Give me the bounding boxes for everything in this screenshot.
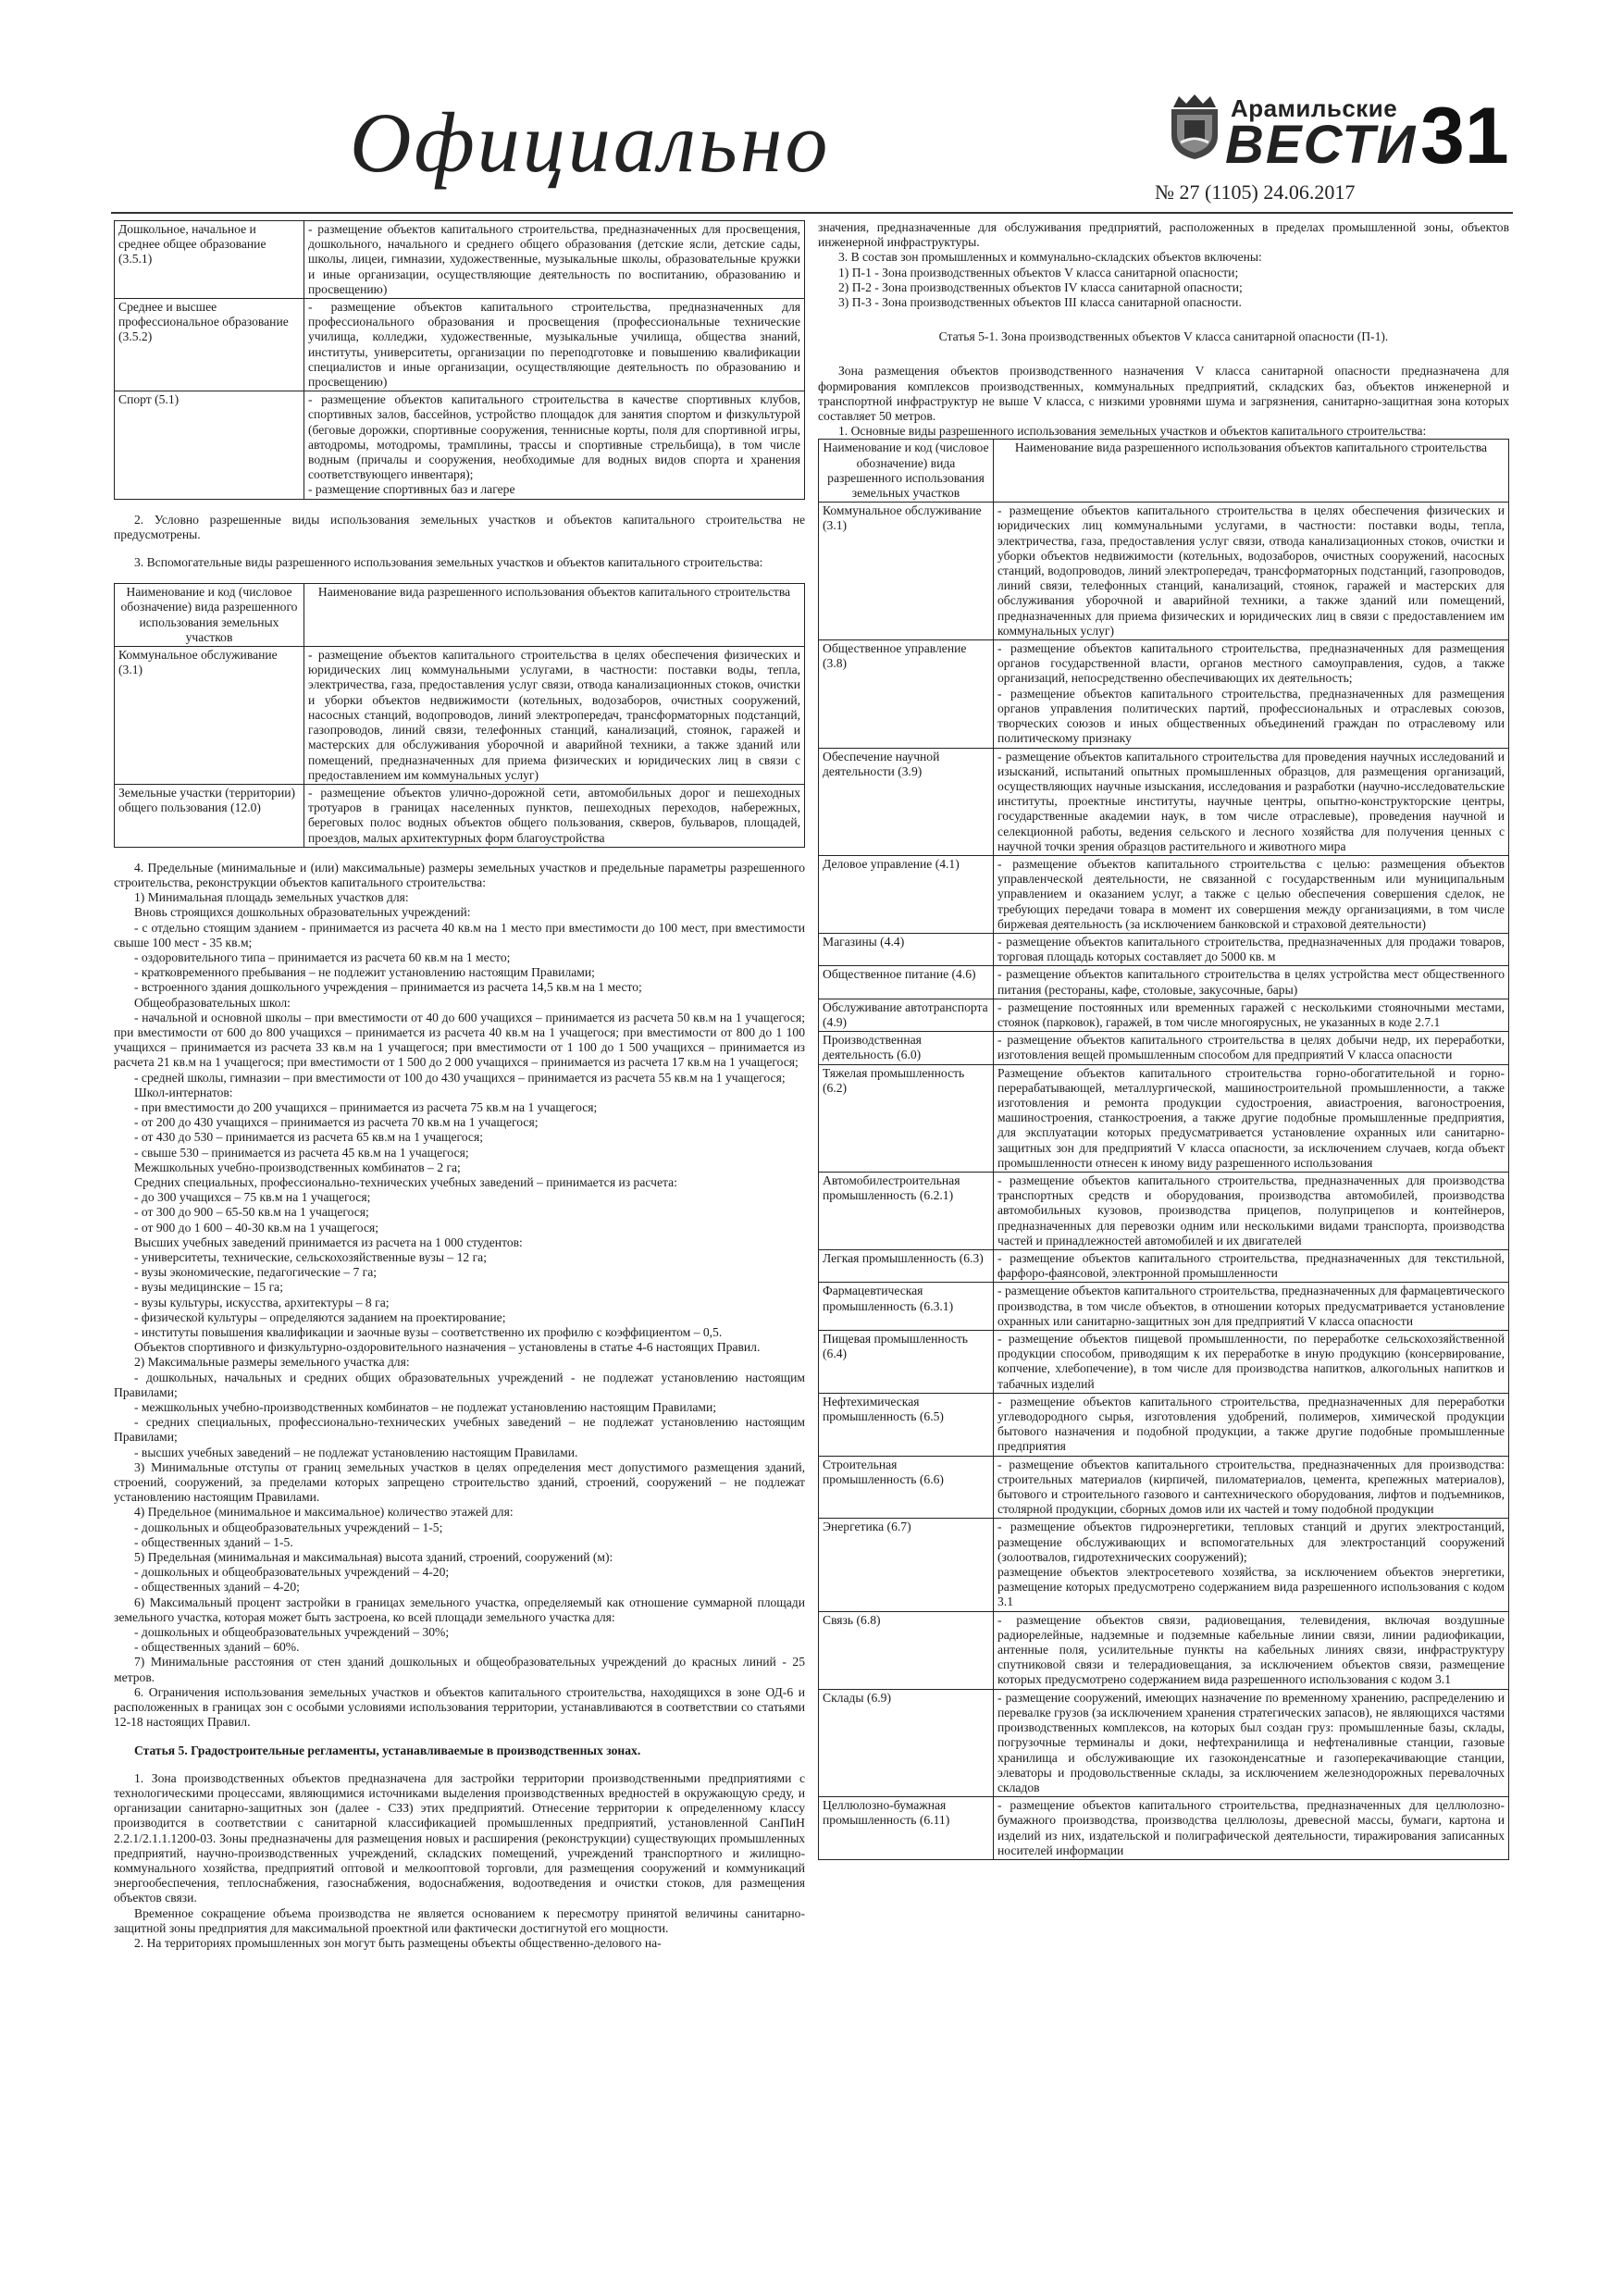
use-description-line: - размещение объектов капитального строительства, предназначенных для продажи товаров, торговая площадь которых составляет до 5000 кв. м [997, 934, 1505, 964]
paragraph: 1) Минимальная площадь земельных участков для: [134, 890, 409, 905]
paragraph: Высших учебных заведений принимается из расчета на 1 000 студентов: [134, 1235, 523, 1249]
table-row [819, 748, 1509, 855]
paragraph: Средних специальных, профессионально-технических учебных заведений – принимается из расчета: [134, 1174, 677, 1189]
use-category: Целлюлозно-бумажная промышленность (6.11) [819, 1797, 994, 1860]
paragraph: - университеты, технические, сельскохозяйственные вузы – 12 га; [134, 1250, 487, 1264]
paragraph: - общественных зданий – 60%. [134, 1640, 300, 1655]
zones-list [818, 220, 1509, 310]
paragraph: 6) Максимальный процент застройки в границах земельного участка, определяемый как отношение суммарной площади земельного участка, которая может быть застроена, ко всей площади земельного участка для: [114, 1595, 805, 1624]
use-category: Коммунальное обслуживание (3.1) [115, 647, 304, 785]
use-category: Магазины (4.4) [819, 933, 994, 965]
use-category: Земельные участки (территории) общего пользования (12.0) [115, 784, 304, 847]
paragraph: - дошкольных и общеобразовательных учреждений – 30%; [134, 1625, 450, 1640]
use-category: Энергетика (6.7) [819, 1519, 994, 1611]
paragraph: 7) Минимальные расстояния от стен зданий дошкольных и общеобразовательных учреждений до красных линий - 25 метров. [114, 1655, 805, 1684]
use-description-line: размещение объектов электросетевого хозяйства, за исключением объектов энергетики, размещение которых предусмотрено содержанием вида разрешенного использования с кодом 3.1 [997, 1565, 1505, 1609]
paragraph: - от 900 до 1 600 – 40-30 кв.м на 1 учащегося; [134, 1220, 379, 1235]
use-description-line: - размещение постоянных или временных гаражей с несколькими стояночными местами, стоянок (парковок), гаражей, в том числе многоярусных, не указанных в коде 2.7.1 [997, 999, 1505, 1029]
paragraph: Временное сокращение объема производства не является основанием к пересмотру принятой величины санитарно-защитной зоны предприятия для максимальной проектной или фактически достигнутой его мощности. [114, 1905, 805, 1935]
paragraph: 6. Ограничения использования земельных участков и объектов капитального строительства, находящихся в зоне ОД-6 и расположенных в границах зон с особыми условиями использования территории, устанавливаются в соответствии со статьями 12-18 настоящих Правил. [114, 1684, 805, 1730]
paragraph: 4. Предельные (минимальные и (или) максимальные) размеры земельных участков и предельные параметры разрешенного строительства, реконструкции объектов капитального строительства: [114, 860, 805, 889]
main-uses-paragraph: 1. Основные виды разрешенного использования земельных участков и объектов капитального строительства: [838, 424, 1427, 439]
paragraph: 4) Предельное (минимальное и максимальное) количество этажей для: [134, 1505, 514, 1520]
table-row [115, 221, 805, 299]
use-description-line: - размещение объектов капитального строительства, предназначенных для размещения органов государственной власти, органов местного самоуправления, судов, а также организаций, непосредственно обеспечивающих их деятельность; [997, 641, 1505, 686]
use-description-line: - размещение объектов капитального строительства в качестве спортивных клубов, спортивных залов, бассейнов, устройство площадок для занятия спортом и физкультурой (беговые дорожки, спортивные сооружения, теннисные корты, поля для спортивной игры, автодромы, мотодромы, трамплины, трассы и спортивные стрельбища), в том числе водным (причалы и сооружения, необходимые для водных видов спорта и хранения соответствующего инвентаря); [308, 392, 800, 482]
right-column [818, 220, 1509, 1860]
section-title: Официально [350, 95, 831, 190]
paragraph: - при вместимости до 200 учащихся – принимается из расчета 75 кв.м на 1 учащегося; [134, 1099, 598, 1114]
use-description-line: - размещение объектов пищевой промышленности, по переработке сельскохозяйственной продукции способом, приводящим к их переработке в иную продукцию (консервирование, копчение, хлебопечение), в том числе для производства напитков, алкогольных напитков и табачных изделий [997, 1332, 1505, 1391]
table-row [115, 299, 805, 391]
use-category: Строительная промышленность (6.6) [819, 1456, 994, 1519]
use-category: Производственная деятельность (6.0) [819, 1032, 994, 1064]
use-description-line: - размещение объектов капитального строительства, предназначенных для просвещения, дошкольного, начального и среднего общего образования (детские ясли, детские сады, школы, лицеи, гимназии, художественные, музыкальные школы, образовательные кружки и иные организации, осуществляющие деятельность по воспитанию, образованию и просвещению) [308, 222, 800, 296]
coat-of-arms-icon [1168, 91, 1221, 161]
use-description [994, 1393, 1509, 1456]
paragraph: Межшкольных учебно-производственных комбинатов – 2 га; [134, 1160, 461, 1174]
use-description [304, 299, 805, 391]
use-category: Спорт (5.1) [115, 391, 304, 499]
use-description-line: - размещение объектов связи, радиовещания, телевидения, включая воздушные радиорелейные, надземные и подземные кабельные линии связи, линии радиофикации, антенные поля, усилительные пункты на кабельных линиях связи, инфраструктуру спутниковой связи и телерадиовещания, за исключением объектов связи, размещение которых предусмотрено содержанием вида разрешенного использования с кодом 3.1 [997, 1612, 1505, 1687]
use-description-line: - размещение объектов капитального строительства с целью: размещения объектов управленческой деятельности, не связанной с государственным или муниципальным управлением и оказанием услуг, а также с целью обеспечения совершения сделок, не требующих передачи товара в момент их совершения между организациями, в том числе биржевая деятельность (за исключением банковской и страховой деятельности) [997, 856, 1505, 931]
use-description [994, 1611, 1509, 1689]
use-description [994, 748, 1509, 855]
table-row [819, 1519, 1509, 1611]
table-row [819, 1797, 1509, 1860]
use-description [994, 640, 1509, 748]
page-number: 31 [1420, 92, 1509, 180]
main-uses-table [818, 439, 1509, 1859]
use-category: Склады (6.9) [819, 1689, 994, 1796]
table-header-code: Наименование и код (числовое обозначение) вида разрешенного использования земельных участков [819, 440, 994, 503]
use-description-line: - размещение объектов капитального строительства, предназначенных для переработки углеводородного сырья, изготовления удобрений, полимеров, химической продукции бытового назначения и подобной продукции, а также другие подобные промышленные предприятия [997, 1394, 1505, 1454]
paragraph: - физической культуры – определяются заданием на проектирование; [134, 1309, 506, 1324]
table-row [819, 966, 1509, 999]
use-description-line: - размещение объектов капитального строительства, предназначенных для целлюлозно-бумажного производства, производства целлюлозы, древесной массы, бумаги, картона и изделий из них, издательской и полиграфической деятельности, тиражирования записанных носителей информации [997, 1798, 1505, 1857]
use-description-line: - размещение объектов капитального строительства для проведения научных исследований и изысканий, испытаний опытных промышленных образцов, для размещения организаций, осуществляющих научные изыскания, исследования и разработки (научно-исследовательские институты, проектные институты, научные центры, опытно-конструкторские центры, государственные академии наук, в том числе отраслевые), проведения научной и селекционной работы, ведения сельского и лесного хозяйства для получения ценных с научной точки зрения образцов растительного и животного мира [997, 749, 1505, 853]
use-description-line: - размещение объектов капитального строительства в целях добычи недр, их переработки, изготовления вещей промышленным способом для предприятий V класса опасности [997, 1033, 1505, 1062]
paragraph: - институты повышения квалификации и заочные вузы – соответственно их профилю с коэффициентом – 0,5. [134, 1325, 723, 1340]
conditional-uses-paragraph: 2. Условно разрешенные виды использования земельных участков и объектов капитального строительства не предусмотрены. [114, 512, 805, 541]
table-row [819, 640, 1509, 748]
paragraph: - высших учебных заведений – не подлежат установлению настоящим Правилами. [134, 1445, 578, 1459]
paragraph: - общественных зданий – 1-5. [134, 1534, 293, 1549]
education-table [114, 220, 805, 500]
zone-description: Зона размещения объектов производственного назначения V класса санитарной опасности предназначена для формирования комплексов производственных, коммунальных предприятий, складских баз, объектов инженерной и транспортной инфраструктур не выше V класса, с низкими уровнями шума и загрязнения, санитарно-защитная зона которых составляет 50 метров. [818, 364, 1509, 424]
use-category: Деловое управление (4.1) [819, 855, 994, 933]
use-description [994, 1797, 1509, 1860]
paragraph: 2. На территориях промышленных зон могут быть размещены объекты общественно-делового на- [134, 1935, 662, 1950]
use-description [994, 1250, 1509, 1283]
paragraph: - дошкольных, начальных и средних общих образовательных учреждений - не подлежат установлению настоящим Правилами; [114, 1370, 805, 1399]
paragraph: 2) П-2 - Зона производственных объектов IV класса санитарной опасности; [838, 279, 1243, 294]
paragraph: - вузы экономические, педагогические – 7 га; [134, 1265, 378, 1280]
paragraph: - встроенного здания дошкольного учреждения – принимается из расчета 14,5 кв.м на 1 место; [134, 980, 642, 995]
use-description [994, 1032, 1509, 1064]
use-category: Пищевая промышленность (6.4) [819, 1331, 994, 1394]
use-category: Нефтехимическая промышленность (6.5) [819, 1393, 994, 1456]
use-description [994, 933, 1509, 965]
paragraph: - от 430 до 530 – принимается из расчета 65 кв.м на 1 учащегося; [134, 1130, 483, 1145]
paragraph: значения, предназначенные для обслуживания предприятий, расположенных в пределах промышленной зоны, объектов инженерной инфраструктуры. [818, 220, 1509, 250]
paragraph: - дошкольных и общеобразовательных учреждений – 1-5; [134, 1520, 443, 1534]
table-row [819, 855, 1509, 933]
use-description-line: - размещение объектов улично-дорожной сети, автомобильных дорог и пешеходных тротуаров в границах населенных пунктов, пешеходных переходов, набережных, береговых полос водных объектов общего пользования, скверов, бульваров, площадей, проездов, малых архитектурных форм благоустройства [308, 785, 800, 845]
table-header-code: Наименование и код (числовое обозначение) вида разрешенного использования земельных участков [115, 584, 304, 647]
use-category: Среднее и высшее профессиональное образование (3.5.2) [115, 299, 304, 391]
auxiliary-uses-paragraph: 3. Вспомогательные виды разрешенного использования земельных участков и объектов капитального строительства: [134, 555, 763, 570]
use-description-line: - размещение объектов капитального строительства, предназначенных для профессионального образования и просвещения (профессиональные технические училища, колледжи, художественные, музыкальные училища, общества знаний, институты, университеты, организации по переподготовке и повышению квалификации специалистов и иные организации, осуществляющие деятельность по образованию и просвещению) [308, 300, 800, 390]
paragraph: - от 300 до 900 – 65-50 кв.м на 1 учащегося; [134, 1205, 369, 1220]
paragraph: 1) П-1 - Зона производственных объектов V класса санитарной опасности; [838, 265, 1239, 279]
table-row [819, 999, 1509, 1031]
paragraph: - общественных зданий – 4-20; [134, 1580, 300, 1595]
use-description [994, 1283, 1509, 1331]
paragraph: Вновь строящихся дошкольных образовательных учреждений: [134, 905, 471, 920]
use-description [304, 221, 805, 299]
brand-main: ВЕСТИ [1225, 115, 1418, 175]
use-description [994, 855, 1509, 933]
paragraph: - кратковременного пребывания – не подлежит установлению настоящим Правилами; [134, 965, 595, 980]
masthead [0, 0, 1623, 217]
paragraph: - межшкольных учебно-производственных комбинатов – не подлежат установлению настоящим Правилами; [134, 1400, 717, 1415]
paragraph: 5) Предельная (минимальная и максимальная) высота зданий, строений, сооружений (м): [134, 1550, 613, 1565]
article-5-heading: Статья 5. Градостроительные регламенты, устанавливаемые в производственных зонах. [134, 1743, 641, 1757]
table-row [819, 1250, 1509, 1283]
use-description-line: - размещение объектов капитального строительства, предназначенных для фармацевтического производства, в том числе объектов, в отношении которых предусматривается установление охранных или санитарно-защитных зон для предприятий V класса опасности [997, 1284, 1505, 1328]
use-description-line: Размещение объектов капитального строительства горно-обогатительной и горно-перерабатывающей, металлургической, машиностроительной промышленности, а также изготовления и ремонта продукции судостроения, авиастроения, вагоностроения, машиностроения, станкостроения, а также другие подобные промышленные предприятия, для эксплуатации которых предусматривается установление охранных или санитарно-защитных зон для предприятий V класса опасности, за исключением случаев, когда объект промышленности отнесен к иному виду разрешенного использования [997, 1065, 1505, 1170]
left-column [114, 220, 805, 1951]
table-row [819, 1032, 1509, 1064]
table-row [819, 1064, 1509, 1172]
use-description-line: - размещение объектов капитального строительства, предназначенных для размещения органов управления политических партий, профессиональных и отраслевых союзов, творческих союзов и иных общественных объединений граждан по отраслевому или политическому признаку [997, 686, 1505, 746]
use-description-line: - размещение объектов капитального строительства в целях устройства мест общественного питания (рестораны, кафе, столовые, закусочные, бары) [997, 967, 1505, 997]
paragraph: Школ-интернатов: [134, 1085, 233, 1099]
use-description-line: - размещение объектов капитального строительства, предназначенных для производства транспортных средств и оборудования, производства автомобилей, производства автомобильных кузовов, производства прицепов, полуприцепов и контейнеров, предназначенных для перевозки одним или несколькими видами транспорта, производства частей и принадлежностей автомобилей и их двигателей [997, 1173, 1505, 1247]
use-category: Обеспечение научной деятельности (3.9) [819, 748, 994, 855]
table-row [819, 1331, 1509, 1394]
table-row [819, 1611, 1509, 1689]
header-rule [111, 212, 1513, 214]
table-row [115, 784, 805, 847]
use-category: Общественное питание (4.6) [819, 966, 994, 999]
use-category: Коммунальное обслуживание (3.1) [819, 503, 994, 640]
table-row [115, 391, 805, 499]
use-category: Обслуживание автотранспорта (4.9) [819, 999, 994, 1031]
paragraph: 3. В состав зон промышленных и коммунально-складских объектов включены: [838, 250, 1262, 265]
paragraph: 3) П-3 - Зона производственных объектов III класса санитарной опасности. [838, 295, 1242, 310]
table-row [819, 933, 1509, 965]
use-description [304, 391, 805, 499]
table-row [819, 1172, 1509, 1249]
use-description [304, 647, 805, 785]
use-description-line: - размещение спортивных баз и лагере [308, 482, 515, 497]
use-description [994, 1519, 1509, 1611]
use-description [994, 1172, 1509, 1249]
use-description [994, 503, 1509, 640]
use-description [994, 1456, 1509, 1519]
use-description-line: - размещение объектов капитального строительства в целях обеспечения физических и юридических лиц коммунальными услугами, в частности: поставки воды, тепла, электричества, газа, предоставления услуг связи, отвода канализационных стоков, очистки и уборки объектов недвижимости (котельных, водозаборов, очистных сооружений, насосных станций, водопроводов, линий электропередач, трансформаторных подстанций, газопроводов, линий связи, телефонных станций, канализаций, стоянок, гаражей и мастерских для обслуживания уборочной и аварийной техники, а также зданий или помещений, предназначенных для приема физических и юридических лиц в связи с предоставлением им коммунальных услуг) [997, 503, 1505, 638]
use-category: Легкая промышленность (6.3) [819, 1250, 994, 1283]
use-description-line: - размещение объектов капитального строительства, предназначенных для текстильной, фарфоро-фаянсовой, электронной промышленности [997, 1251, 1505, 1281]
use-category: Фармацевтическая промышленность (6.3.1) [819, 1283, 994, 1331]
use-description [994, 1689, 1509, 1796]
brand-top: Арамильские [1231, 94, 1398, 122]
use-description [304, 784, 805, 847]
paragraph: - оздоровительного типа – принимается из расчета 60 кв.м на 1 место; [134, 949, 511, 964]
paragraph: 1. Зона производственных объектов предназначена для застройки территории производственными предприятиями с технологическими процессами, являющимися источниками выделения производственных вредностей в окружающую среду, и организации санитарно-защитных зон (далее - СЗЗ) этих предприятий. Отнесение территории к определенному классу производится в соответствии с санитарной классификацией промышленных предприятий, установленной СанПиН 2.2.1/2.1.1.1200-03. Зоны предназначены для размещения новых и расширения (реконструкции) существующих промышленных предприятий, научно-производственных учреждений, складских помещений, учреждений транспортного и жилищно-коммунального хозяйства, предприятий оптовой и мелкооптовой торговли, для размещения сооружений и коммуникаций энергообеспечения, теплоснабжения, газоснабжения, водоснабжения, водоотведения и очистки стоков, для размещения объектов связи. [114, 1770, 805, 1905]
use-description-line: - размещение объектов капитального строительства в целях обеспечения физических и юридических лиц коммунальными услугами, в частности: поставки воды, тепла, электричества, газа, предоставления услуг связи, отвода канализационных стоков, очистки и уборки объектов недвижимости (котельных, водозаборов, очистных сооружений, насосных станций, водопроводов, линий электропередач, трансформаторных подстанций, газопроводов, линий связи, телефонных станций, канализаций, стоянок, гаражей и мастерских для обслуживания уборочной и аварийной техники, а также зданий или помещений, предназначенных для приема физических и юридических лиц в связи с предоставлением им коммунальных услуг) [308, 648, 800, 782]
use-description-line: - размещение сооружений, имеющих назначение по временному хранению, распределению и перевалке грузов (за исключением хранения стратегических запасов), не являющихся частями производственных комплексов, на которых был создан груз: промышленные базы, склады, погрузочные терминалы и доки, нефтехранилища и нефтеналивные станции, газовые хранилища и обслуживающие их газоконденсатные и газоперекачивающие станции, элеваторы и продовольственные склады, за исключением железнодорожных перевалочных складов [997, 1690, 1505, 1794]
issue-number: № 27 (1105) 24.06.2017 [1155, 180, 1356, 204]
use-category: Связь (6.8) [819, 1611, 994, 1689]
use-description-line: - размещение объектов капитального строительства, предназначенных для производства: строительных материалов (кирпичей, пиломатериалов, цемента, крепежных материалов), бытового и строительного газового и сантехнического оборудования, лифтов и подъемников, столярной продукции, сборных домов или их частей и тому подобной продукции [997, 1457, 1505, 1517]
paragraph: - вузы медицинские – 15 га; [134, 1280, 283, 1295]
production-zones-text [114, 1771, 805, 1951]
paragraph: 3) Минимальные отступы от границ земельных участков в целях определения мест допустимого размещения зданий, строений, сооружений, за пределами которых запрещено строительство зданий, строений, сооружений – не подлежат установлению настоящим Правилами. [114, 1459, 805, 1505]
use-description [994, 999, 1509, 1031]
paragraph: Общеобразовательных школ: [134, 995, 291, 1010]
use-category: Автомобилестроительная промышленность (6.2.1) [819, 1172, 994, 1249]
paragraph: - до 300 учащихся – 75 кв.м на 1 учащегося; [134, 1190, 371, 1205]
paragraph: Объектов спортивного и физкультурно-оздоровительного назначения – установлены в статье 4-6 настоящих Правил. [134, 1340, 761, 1355]
use-description-line: - размещение объектов гидроэнергетики, тепловых станций и других электростанций, размещение обслуживающих и вспомогательных для электростанций сооружений (золоотвалов, гидротехнических сооружений); [997, 1520, 1505, 1564]
auxiliary-uses-table [114, 583, 805, 847]
use-category: Общественное управление (3.8) [819, 640, 994, 748]
paragraph: 2) Максимальные размеры земельного участка для: [134, 1355, 410, 1370]
table-row [819, 1393, 1509, 1456]
table-row [115, 647, 805, 785]
paragraph: - свыше 530 – принимается из расчета 45 кв.м на 1 учащегося; [134, 1145, 469, 1160]
use-description [994, 1331, 1509, 1394]
table-row [819, 1283, 1509, 1331]
table-row [819, 1689, 1509, 1796]
paragraph: - от 200 до 430 учащихся – принимается из расчета 70 кв.м на 1 учащегося; [134, 1115, 539, 1130]
paragraph: - средних специальных, профессионально-технических учебных заведений – не подлежат установлению настоящим Правилами; [114, 1415, 805, 1445]
article-5-1-heading: Статья 5-1. Зона производственных объектов V класса санитарной опасности (П-1). [938, 329, 1389, 344]
table-row [819, 1456, 1509, 1519]
table-header-name: Наименование вида разрешенного использования объектов капитального строительства [304, 584, 805, 647]
use-category: Дошкольное, начальное и среднее общее образование (3.5.1) [115, 221, 304, 299]
paragraph: - начальной и основной школы – при вместимости от 40 до 600 учащихся – принимается из расчета 50 кв.м на 1 учащегося; при вместимости от 600 до 800 учащихся – принимается из расчета 40 кв.м на 1 учащегося; при вместимости от 800 до 1 100 учащихся – принимается из расчета 33 кв.м на 1 учащегося; при вместимости от 1 100 до 1 500 учащихся – принимается из расчета 21 кв.м на 1 учащегося; при вместимости от 1 500 до 2 000 учащихся – принимается из расчета 17 кв.м на 1 учащегося; [114, 1010, 805, 1070]
use-category: Тяжелая промышленность (6.2) [819, 1064, 994, 1172]
paragraph: - вузы культуры, искусства, архитектуры – 8 га; [134, 1295, 390, 1309]
parameters-text [114, 861, 805, 1731]
table-row [819, 503, 1509, 640]
paragraph: - с отдельно стоящим зданием - принимается из расчета 40 кв.м на 1 место при вместимости до 100 мест, при вместимости свыше 100 мест - 35 кв.м; [114, 920, 805, 949]
table-header-name: Наименование вида разрешенного использования объектов капитального строительства [994, 440, 1509, 503]
use-description [994, 1064, 1509, 1172]
use-description [994, 966, 1509, 999]
paragraph: - средней школы, гимназии – при вместимости от 100 до 430 учащихся – принимается из расчета 55 кв.м на 1 учащегося; [134, 1070, 786, 1085]
paragraph: - дошкольных и общеобразовательных учреждений – 4-20; [134, 1565, 450, 1580]
